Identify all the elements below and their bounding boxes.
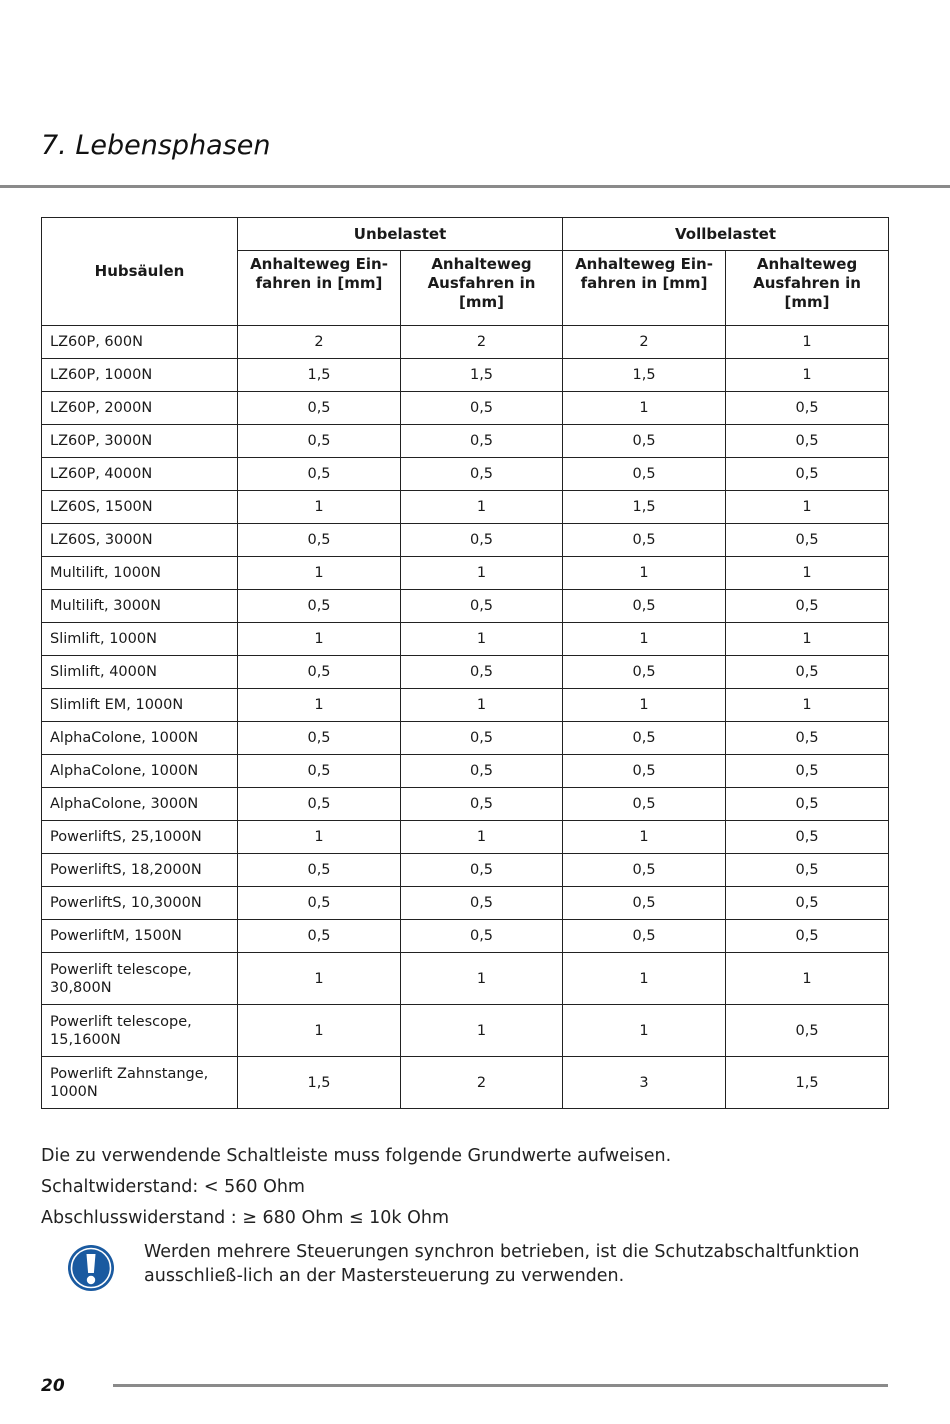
- cell-value: 1: [563, 557, 726, 590]
- cell-value: 0,5: [563, 590, 726, 623]
- cell-value: 1,5: [238, 359, 401, 392]
- cell-value: 1: [726, 491, 889, 524]
- cell-value: 0,5: [726, 788, 889, 821]
- cell-value: 1: [563, 623, 726, 656]
- cell-value: 0,5: [563, 920, 726, 953]
- cell-value: 0,5: [563, 722, 726, 755]
- cell-product-name: Powerlift telescope, 15,1600N: [42, 1005, 238, 1057]
- table-row: [42, 425, 889, 458]
- table-row: [42, 920, 889, 953]
- page-number: 20: [41, 1376, 65, 1396]
- cell-value: 1: [401, 623, 563, 656]
- cell-value: 0,5: [238, 458, 401, 491]
- note-line: Die zu verwendende Schaltleiste muss folgende Grundwerte aufweisen.: [41, 1146, 672, 1166]
- cell-value: 0,5: [238, 392, 401, 425]
- cell-value: 0,5: [726, 392, 889, 425]
- table-row: [42, 623, 889, 656]
- cell-value: 2: [401, 1057, 563, 1109]
- cell-value: 1: [238, 953, 401, 1005]
- cell-product-name: PowerliftS, 25,1000N: [42, 821, 238, 854]
- cell-value: 0,5: [563, 656, 726, 689]
- cell-value: 0,5: [401, 887, 563, 920]
- header-loaded-retract: Anhalteweg Ein-fahren in [mm]: [563, 251, 726, 326]
- requirements-notes: [41, 1146, 671, 1239]
- cell-value: 0,5: [401, 425, 563, 458]
- table-row: [42, 524, 889, 557]
- table-row: [42, 887, 889, 920]
- cell-value: 1: [563, 953, 726, 1005]
- note-line: Abschlusswiderstand : ≥ 680 Ohm ≤ 10k Ohm: [41, 1208, 450, 1228]
- cell-value: 0,5: [238, 788, 401, 821]
- table-row: [42, 953, 889, 1005]
- cell-value: 0,5: [726, 722, 889, 755]
- table-row: [42, 755, 889, 788]
- cell-product-name: Powerlift Zahnstange, 1000N: [42, 1057, 238, 1109]
- table-row: [42, 392, 889, 425]
- cell-value: 0,5: [726, 920, 889, 953]
- cell-value: 1: [238, 623, 401, 656]
- cell-product-name: PowerliftS, 10,3000N: [42, 887, 238, 920]
- hint-text: Werden mehrere Steuerungen synchron betrieben, ist die Schutzabschaltfunktion ausschließ-lich an der Mastersteuerung zu verwenden.: [144, 1242, 860, 1286]
- cell-value: 0,5: [238, 524, 401, 557]
- cell-value: 0,5: [726, 524, 889, 557]
- cell-value: 0,5: [238, 425, 401, 458]
- cell-product-name: LZ60P, 1000N: [42, 359, 238, 392]
- cell-value: 1: [238, 689, 401, 722]
- cell-value: 1: [563, 821, 726, 854]
- cell-product-name: LZ60P, 3000N: [42, 425, 238, 458]
- cell-value: 2: [401, 326, 563, 359]
- cell-value: 0,5: [401, 854, 563, 887]
- cell-product-name: Multilift, 3000N: [42, 590, 238, 623]
- cell-product-name: LZ60P, 2000N: [42, 392, 238, 425]
- cell-value: 1,5: [401, 359, 563, 392]
- cell-value: 0,5: [563, 887, 726, 920]
- cell-product-name: Slimlift, 1000N: [42, 623, 238, 656]
- table-row: [42, 491, 889, 524]
- header-unloaded-extend: Anhalteweg Ausfahren in [mm]: [401, 251, 563, 326]
- cell-value: 0,5: [238, 590, 401, 623]
- cell-value: 1: [563, 689, 726, 722]
- cell-value: 0,5: [726, 425, 889, 458]
- stopping-distance-table: [41, 217, 889, 1109]
- cell-value: 0,5: [401, 392, 563, 425]
- table-row: [42, 821, 889, 854]
- table-row: [42, 590, 889, 623]
- cell-value: 0,5: [726, 656, 889, 689]
- cell-value: 0,5: [563, 788, 726, 821]
- cell-value: 0,5: [401, 755, 563, 788]
- cell-value: 1: [401, 557, 563, 590]
- cell-value: 0,5: [563, 524, 726, 557]
- cell-value: 0,5: [726, 887, 889, 920]
- cell-value: 0,5: [401, 656, 563, 689]
- cell-value: 1: [726, 689, 889, 722]
- table-row: [42, 458, 889, 491]
- cell-product-name: Multilift, 1000N: [42, 557, 238, 590]
- table-row: [42, 788, 889, 821]
- table-row: [42, 722, 889, 755]
- cell-value: 1: [401, 491, 563, 524]
- cell-value: 1: [401, 953, 563, 1005]
- cell-value: 0,5: [401, 788, 563, 821]
- cell-value: 0,5: [726, 854, 889, 887]
- cell-value: 1: [563, 1005, 726, 1057]
- cell-value: 1: [726, 953, 889, 1005]
- footer-divider: [113, 1384, 888, 1387]
- cell-value: 1: [726, 623, 889, 656]
- cell-value: 0,5: [726, 458, 889, 491]
- cell-value: 1: [563, 392, 726, 425]
- note-line: Schaltwiderstand: < 560 Ohm: [41, 1177, 305, 1197]
- cell-value: 1: [238, 821, 401, 854]
- cell-value: 0,5: [238, 755, 401, 788]
- cell-value: 1: [401, 689, 563, 722]
- cell-value: 1,5: [563, 359, 726, 392]
- cell-value: 1: [238, 491, 401, 524]
- cell-value: 1: [401, 1005, 563, 1057]
- cell-value: 0,5: [238, 887, 401, 920]
- table-row: [42, 557, 889, 590]
- table-row: [42, 1005, 889, 1057]
- cell-value: 0,5: [563, 854, 726, 887]
- cell-product-name: LZ60P, 4000N: [42, 458, 238, 491]
- cell-product-name: Slimlift EM, 1000N: [42, 689, 238, 722]
- cell-value: 1: [238, 557, 401, 590]
- cell-product-name: LZ60S, 1500N: [42, 491, 238, 524]
- header-loaded-extend: Anhalteweg Ausfahren in [mm]: [726, 251, 889, 326]
- cell-product-name: Slimlift, 4000N: [42, 656, 238, 689]
- cell-value: 0,5: [401, 590, 563, 623]
- cell-value: 0,5: [726, 1005, 889, 1057]
- cell-value: 0,5: [563, 755, 726, 788]
- cell-value: 0,5: [726, 755, 889, 788]
- cell-product-name: AlphaColone, 1000N: [42, 722, 238, 755]
- header-group-unloaded: Unbelastet: [238, 218, 563, 251]
- cell-value: 1,5: [238, 1057, 401, 1109]
- table-row: [42, 854, 889, 887]
- cell-value: 0,5: [401, 458, 563, 491]
- cell-product-name: AlphaColone, 3000N: [42, 788, 238, 821]
- cell-value: 0,5: [238, 920, 401, 953]
- cell-value: 0,5: [238, 722, 401, 755]
- cell-value: 1,5: [726, 1057, 889, 1109]
- cell-value: 2: [563, 326, 726, 359]
- cell-value: 1: [238, 1005, 401, 1057]
- cell-value: 1: [726, 557, 889, 590]
- exclamation-icon: [67, 1244, 115, 1292]
- cell-value: 0,5: [563, 458, 726, 491]
- table-row: [42, 689, 889, 722]
- header-hubsaeulen: Hubsäulen: [42, 218, 238, 326]
- cell-value: 1: [726, 359, 889, 392]
- cell-value: 0,5: [238, 854, 401, 887]
- cell-value: 2: [238, 326, 401, 359]
- cell-value: 0,5: [238, 656, 401, 689]
- header-unloaded-retract: Anhalteweg Ein-fahren in [mm]: [238, 251, 401, 326]
- table-row: [42, 326, 889, 359]
- cell-value: 1,5: [563, 491, 726, 524]
- cell-product-name: LZ60P, 600N: [42, 326, 238, 359]
- cell-value: 0,5: [401, 920, 563, 953]
- cell-value: 0,5: [563, 425, 726, 458]
- cell-value: 0,5: [401, 524, 563, 557]
- table-body: [42, 326, 889, 1109]
- header-group-loaded: Vollbelastet: [563, 218, 889, 251]
- cell-product-name: Powerlift telescope, 30,800N: [42, 953, 238, 1005]
- cell-product-name: PowerliftS, 18,2000N: [42, 854, 238, 887]
- table-row: [42, 1057, 889, 1109]
- cell-value: 0,5: [401, 722, 563, 755]
- cell-value: 1: [401, 821, 563, 854]
- cell-value: 0,5: [726, 590, 889, 623]
- cell-value: 3: [563, 1057, 726, 1109]
- title-divider: [0, 185, 950, 188]
- table-row: [42, 359, 889, 392]
- cell-product-name: LZ60S, 3000N: [42, 524, 238, 557]
- cell-product-name: AlphaColone, 1000N: [42, 755, 238, 788]
- cell-value: 0,5: [726, 821, 889, 854]
- cell-product-name: PowerliftM, 1500N: [42, 920, 238, 953]
- page-title: 7. Lebensphasen: [41, 130, 271, 161]
- table-row: [42, 656, 889, 689]
- cell-value: 1: [726, 326, 889, 359]
